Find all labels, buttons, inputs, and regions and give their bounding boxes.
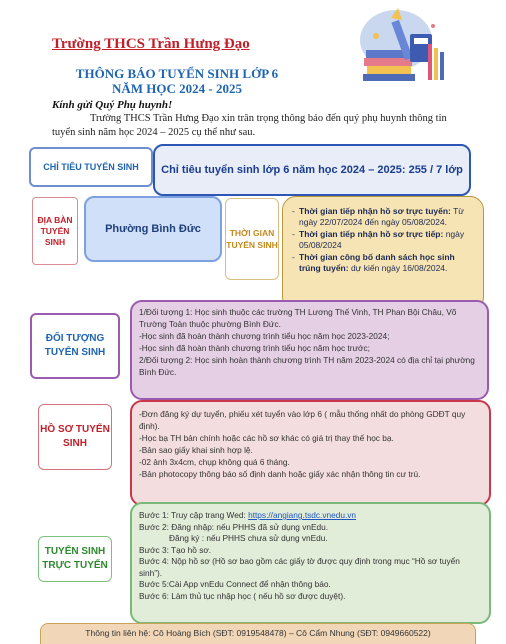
online-step-5: Bước 5:Cài App vnEdu Connect để nhận thông báo.: [139, 579, 331, 589]
notice-title: THÔNG BÁO TUYỂN SINH LỚP 6: [75, 66, 279, 81]
time-item-heading: Thời gian tiếp nhận hồ sơ trực tiếp:: [299, 229, 444, 239]
documents-text: [130, 400, 491, 506]
time-item: [299, 252, 477, 273]
time-item-heading: Thời gian tiếp nhận hồ sơ trực tuyến:: [299, 206, 451, 216]
online-step-2: Bước 2: Đăng nhập: nếu PHHS đã sử dụng vnEdu.: [139, 521, 329, 532]
time-item-text: dự kiến ngày 16/08/2024.: [350, 262, 448, 273]
documents-line: -Bản photocopy thông báo số định danh hoặc giấy xác nhận thông tin cư trú.: [139, 469, 421, 479]
subjects-label-box: [30, 313, 120, 379]
subjects-label: ĐỐI TƯỢNG TUYỂN SINH: [44, 333, 106, 358]
time-label: THỜI GIAN TUYỂN SINH: [226, 228, 278, 250]
online-step-2b: Đăng ký : nếu PHHS chưa sử dụng vnEdu.: [169, 533, 328, 543]
subjects-line: 2/Đối tượng 2: Học sinh hoàn thành chương trình TH năm 2023-2024 có địa chỉ tại phường Bình Đức.: [139, 355, 475, 377]
subjects-line: -Học sinh đã hoàn thành chương trình tiểu học năm học 2023-2024;: [139, 331, 390, 341]
area-label-box: [32, 197, 78, 265]
subjects-line: 1/Đối tượng 1: Học sinh thuộc các trường TH Lương Thế Vinh, TH Phan Bội Châu, Võ Trường Toản thuộc phường Bình Đức.: [139, 307, 457, 329]
time-item-text: Từ ngày 22/07/2024 đến ngày 05/08/2024.: [299, 206, 464, 227]
documents-line: -Học bạ TH bản chính hoặc các hồ sơ khác có giá trị thay thế học bạ.: [139, 433, 394, 443]
time-schedule: [282, 196, 484, 311]
online-step-4: Bước 4: Nộp hồ sơ (Hồ sơ bao gồm các giấy tờ được quy định trong mục “Hồ sơ tuyển sinh”).: [139, 556, 460, 578]
quota-label-box: [29, 147, 153, 187]
time-item: [299, 229, 477, 250]
documents-line: -02 ảnh 3x4cm, chụp không quá 6 tháng.: [139, 457, 290, 467]
subjects-text: [130, 300, 489, 400]
subjects-line: -Học sinh đã hoàn thành chương trình tiểu học năm học trước;: [139, 343, 370, 353]
contact-info: Thông tin liên hệ: Cô Hoàng Bích (SĐT: 0919548478) – Cô Cẩm Nhung (SĐT: 0949660522): [40, 623, 476, 644]
online-label-box: [38, 536, 112, 582]
school-year: NĂM HỌC 2024 - 2025: [112, 81, 242, 96]
quota-label: CHỈ TIÊU TUYỂN SINH: [43, 162, 139, 172]
greeting: Kính gửi Quý Phụ huynh!: [52, 99, 173, 111]
time-item-text: ngày 05/08/2024: [299, 229, 465, 250]
online-step-3: Bước 3: Tạo hồ sơ.: [139, 544, 212, 555]
documents-line: -Đơn đăng ký dự tuyển, phiếu xét tuyển vào lớp 6 ( mẫu thống nhất do phòng GDĐT quy định).: [139, 409, 466, 431]
documents-line: -Bản sao giấy khai sinh hợp lệ.: [139, 445, 253, 455]
enrollment-link[interactable]: https://angiang.tsdc.vnedu.vn: [248, 510, 357, 520]
area-value: Phường Bình Đức: [84, 196, 222, 262]
online-step-1: [139, 510, 483, 522]
documents-label-box: [38, 404, 112, 470]
step-text: Bước 1: Truy cập trang Wed:: [139, 510, 249, 520]
time-item: [299, 206, 477, 227]
time-item-heading: Thời gian công bố danh sách học sinh trúng tuyển:: [299, 252, 455, 273]
intro-text: Trường THCS Trần Hưng Đạo xin trân trọng thông báo đến quý phụ huynh thông tin tuyển sinh năm học 2024 – 2025 cụ thể như sau.: [52, 113, 447, 138]
time-label-box: [225, 198, 279, 280]
quota-text: Chỉ tiêu tuyển sinh lớp 6 năm học 2024 – 2025: 255 / 7 lớp: [153, 144, 471, 196]
area-label: ĐỊA BÀN TUYỂN SINH: [37, 214, 73, 247]
books-illustration: [336, 6, 466, 84]
school-name: Trường THCS Trần Hưng Đạo: [52, 36, 250, 52]
online-step-6: Bước 6: Làm thủ tục nhập học ( nếu hồ sơ được duyệt).: [139, 590, 346, 601]
online-label: TUYỂN SINH TRỰC TUYẾN: [42, 546, 108, 571]
documents-label: HỒ SƠ TUYỂN SINH: [40, 424, 110, 449]
online-steps: [130, 502, 491, 624]
